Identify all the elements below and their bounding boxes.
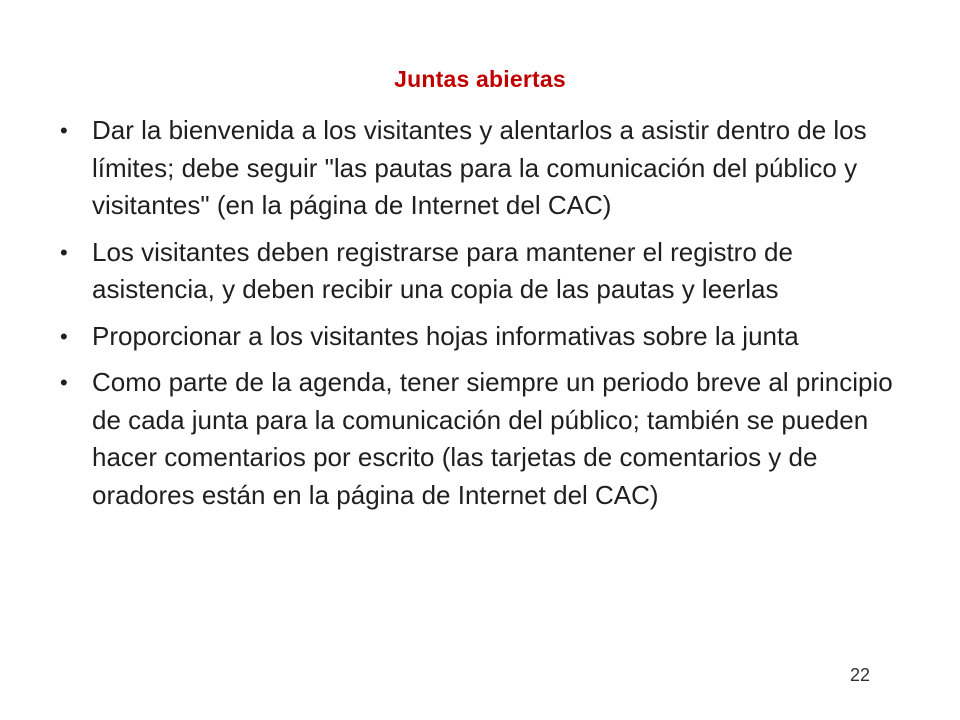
bullet-item bbox=[60, 318, 920, 356]
bullet-icon: • bbox=[60, 239, 68, 265]
bullet-icon: • bbox=[60, 323, 68, 349]
bullet-icon: • bbox=[60, 370, 68, 395]
bullet-text: Como parte de la agenda, tener siempre un periodo breve al principio de cada junta para la comunicación del público; también se pueden hacer comentarios por escrito (las tarjetas de comentarios y de oradores están en la página de Internet del CAC) bbox=[92, 367, 893, 510]
bullet-list bbox=[60, 112, 920, 523]
bullet-icon: • bbox=[60, 118, 68, 143]
bullet-item bbox=[60, 234, 920, 309]
bullet-item bbox=[60, 364, 920, 514]
bullet-text: Los visitantes deben registrarse para mantener el registro de asistencia, y deben recibir una copia de las pautas y leerlas bbox=[92, 236, 793, 304]
bullet-item bbox=[60, 112, 920, 225]
slide-title: Juntas abiertas bbox=[394, 66, 566, 92]
page-number: 22 bbox=[850, 665, 871, 685]
bullet-text: Proporcionar a los visitantes hojas informativas sobre la junta bbox=[92, 320, 799, 351]
bullet-text: Dar la bienvenida a los visitantes y alentarlos a asistir dentro de los límites; debe seguir "las pautas para la comunicación del público y visitantes" (en la página de Internet del CAC) bbox=[92, 115, 867, 220]
